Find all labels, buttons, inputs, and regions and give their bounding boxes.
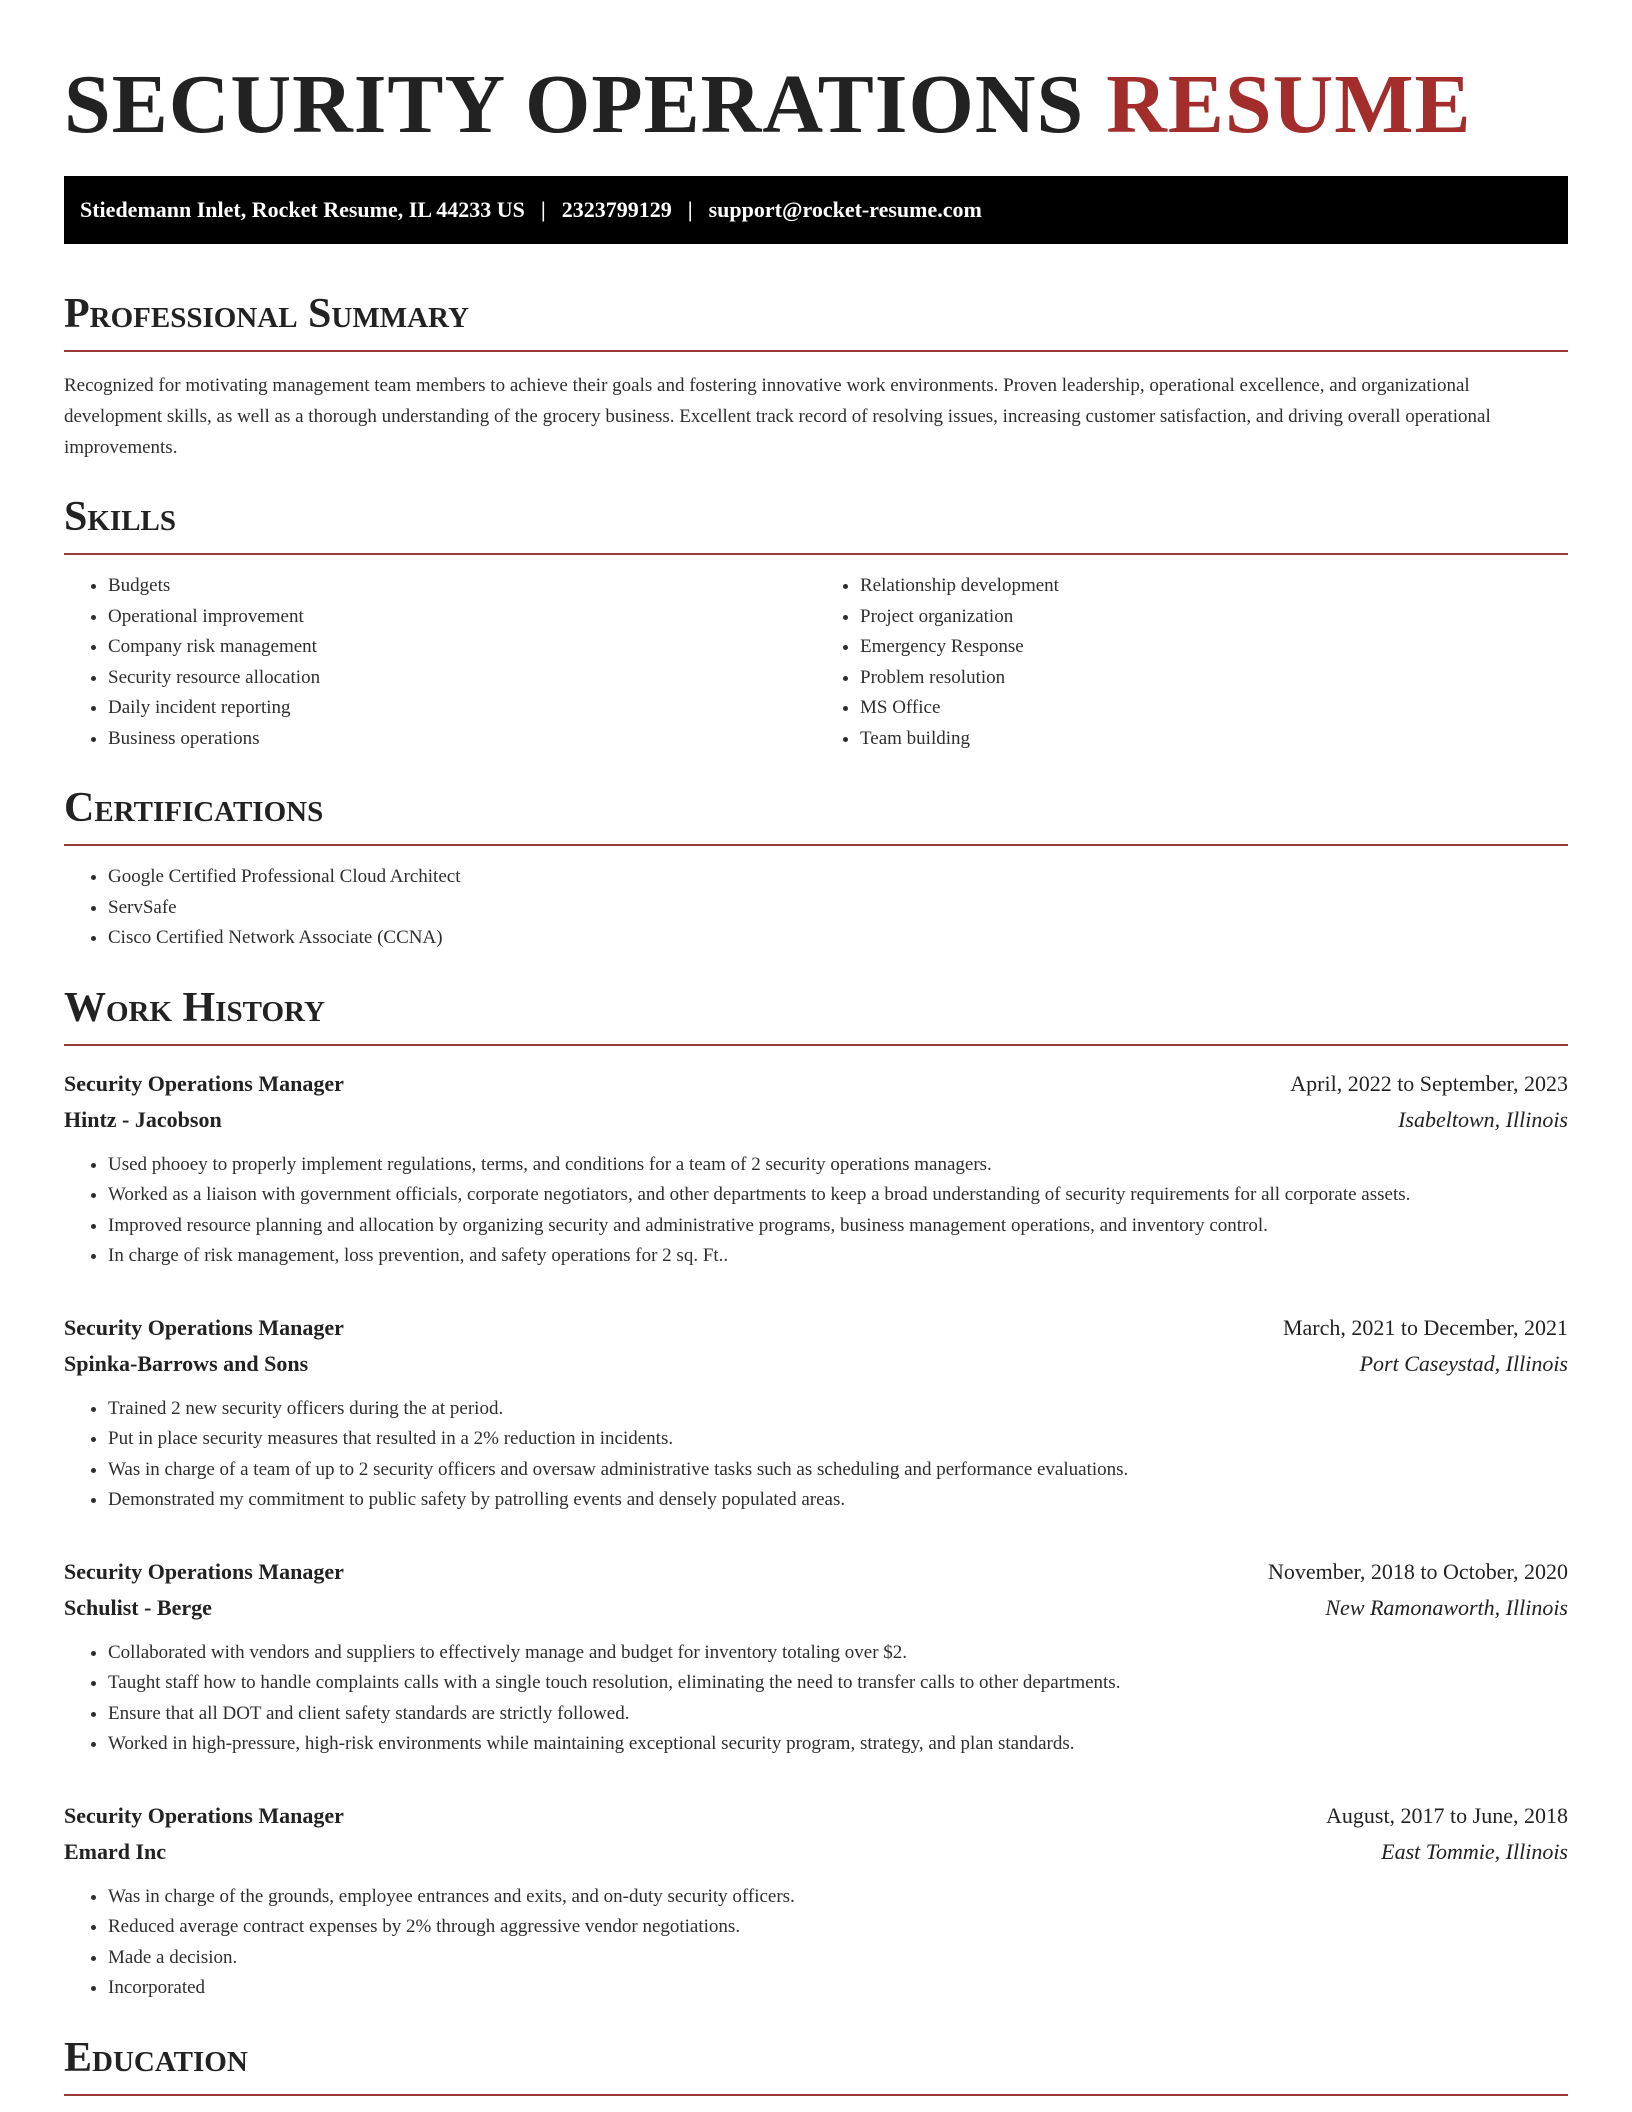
job-bullet: • In charge of risk management, loss prevention, and safety operations for 2 sq. Ft..: [108, 1241, 1568, 1272]
job-dates: November, 2018 to October, 2020: [1267, 1558, 1568, 1584]
skills-list-left: [64, 571, 816, 754]
job-title: Security Operations Manager: [64, 1070, 344, 1096]
skills-heading: Skills: [64, 493, 1568, 555]
certification-item: • Google Certified Professional Cloud Architect: [108, 862, 1568, 893]
job-bullets: [64, 1150, 1568, 1272]
job-location: East Tommie, Illinois: [1381, 1838, 1568, 1864]
resume-title-main: SECURITY OPERATIONS: [64, 58, 1085, 151]
job-entry: [64, 1066, 1568, 1272]
job-company-row: [64, 1102, 1568, 1138]
job-bullet: • Was in charge of the grounds, employee entrances and exits, and on-duty security officers.: [108, 1882, 1568, 1913]
work-history-heading: Work History: [64, 984, 1568, 1046]
job-location: Port Caseystad, Illinois: [1359, 1350, 1568, 1376]
job-company-row: [64, 1590, 1568, 1626]
skill-item: • Team building: [860, 724, 1568, 755]
job-bullet: • Worked as a liaison with government officials, corporate negotiators, and other departments to keep a broad understanding of security requirements for all corporate assets.: [108, 1180, 1568, 1211]
job-bullet: • Used phooey to properly implement regulations, terms, and conditions for a team of 2 security operations managers.: [108, 1150, 1568, 1181]
job-bullets: [64, 1394, 1568, 1516]
contact-email: support@rocket-resume.com: [708, 197, 982, 222]
job-bullet: • Taught staff how to handle complaints calls with a single touch resolution, eliminating the need to transfer calls to other departments.: [108, 1668, 1568, 1699]
skill-item: • Emergency Response: [860, 632, 1568, 663]
contact-separator: |: [540, 197, 546, 222]
job-company: Hintz - Jacobson: [64, 1106, 222, 1132]
job-header-row: [64, 1310, 1568, 1346]
job-dates: April, 2022 to September, 2023: [1290, 1070, 1568, 1096]
job-dates: August, 2017 to June, 2018: [1326, 1802, 1568, 1828]
education-section: [64, 2034, 1568, 2096]
job-bullet: • Demonstrated my commitment to public safety by patrolling events and densely populated areas.: [108, 1485, 1568, 1516]
job-bullet: • Made a decision.: [108, 1943, 1568, 1974]
summary-heading: Professional Summary: [64, 290, 1568, 352]
skill-item: • Security resource allocation: [108, 663, 816, 694]
job-entry: [64, 1310, 1568, 1516]
resume-title-accent: RESUME: [1106, 58, 1472, 151]
contact-phone: 2323799129: [561, 197, 672, 222]
job-bullet: • Reduced average contract expenses by 2% through aggressive vendor negotiations.: [108, 1912, 1568, 1943]
job-bullets: [64, 1638, 1568, 1760]
certifications-section: [64, 784, 1568, 954]
contact-address: Stiedemann Inlet, Rocket Resume, IL 44233 US: [80, 197, 525, 222]
certifications-list: [64, 862, 1568, 954]
job-bullet: • Improved resource planning and allocation by organizing security and administrative programs, business management operations, and inventory control.: [108, 1211, 1568, 1242]
skill-item: • Relationship development: [860, 571, 1568, 602]
certifications-heading: Certifications: [64, 784, 1568, 846]
skills-list-right: [816, 571, 1568, 754]
job-title: Security Operations Manager: [64, 1802, 344, 1828]
job-title: Security Operations Manager: [64, 1558, 344, 1584]
job-company: Spinka-Barrows and Sons: [64, 1350, 309, 1376]
job-header-row: [64, 1066, 1568, 1102]
skill-item: • Daily incident reporting: [108, 693, 816, 724]
skill-item: • Business operations: [108, 724, 816, 755]
skill-item: • Company risk management: [108, 632, 816, 663]
skills-grid: [64, 555, 1568, 754]
job-company-row: [64, 1346, 1568, 1382]
skill-item: • Budgets: [108, 571, 816, 602]
summary-text: Recognized for motivating management team members to achieve their goals and fostering innovative work environments. Proven leadership, operational excellence, and organizational development skills, as well as a thorough understanding of the grocery business. Excellent track record of resolving issues, increasing customer satisfaction, and driving overall operational improvements.: [64, 375, 1491, 458]
contact-separator: |: [687, 197, 693, 222]
job-dates: March, 2021 to December, 2021: [1282, 1314, 1568, 1340]
certification-item: • Cisco Certified Network Associate (CCNA): [108, 923, 1568, 954]
certification-item: • ServSafe: [108, 893, 1568, 924]
job-bullet: • Worked in high-pressure, high-risk environments while maintaining exceptional security program, strategy, and plan standards.: [108, 1729, 1568, 1760]
job-bullet: • Collaborated with vendors and suppliers to effectively manage and budget for inventory totaling over $2.: [108, 1638, 1568, 1669]
job-entry: [64, 1798, 1568, 2004]
job-bullet: • Trained 2 new security officers during the at period.: [108, 1394, 1568, 1425]
job-company: Schulist - Berge: [64, 1594, 212, 1620]
skill-item: • MS Office: [860, 693, 1568, 724]
skill-item: • Project organization: [860, 602, 1568, 633]
job-location: Isabeltown, Illinois: [1398, 1106, 1568, 1132]
education-heading: Education: [64, 2034, 1568, 2096]
resume-title: [64, 58, 1568, 152]
skill-item: • Operational improvement: [108, 602, 816, 633]
summary-section: [64, 290, 1568, 463]
job-bullets: [64, 1882, 1568, 2004]
skill-item: • Problem resolution: [860, 663, 1568, 694]
job-bullet: • Ensure that all DOT and client safety standards are strictly followed.: [108, 1699, 1568, 1730]
job-header-row: [64, 1554, 1568, 1590]
job-title: Security Operations Manager: [64, 1314, 344, 1340]
job-location: New Ramonaworth, Illinois: [1325, 1594, 1568, 1620]
work-history-section: [64, 984, 1568, 2004]
job-header-row: [64, 1798, 1568, 1834]
job-company-row: [64, 1834, 1568, 1870]
job-bullet: • Put in place security measures that resulted in a 2% reduction in incidents.: [108, 1424, 1568, 1455]
contact-bar: [64, 176, 1568, 244]
skills-section: [64, 493, 1568, 754]
job-company: Emard Inc: [64, 1838, 167, 1864]
job-bullet: • Was in charge of a team of up to 2 security officers and oversaw administrative tasks such as scheduling and performance evaluations.: [108, 1455, 1568, 1486]
job-entry: [64, 1554, 1568, 1760]
job-bullet: • Incorporated: [108, 1973, 1568, 2004]
